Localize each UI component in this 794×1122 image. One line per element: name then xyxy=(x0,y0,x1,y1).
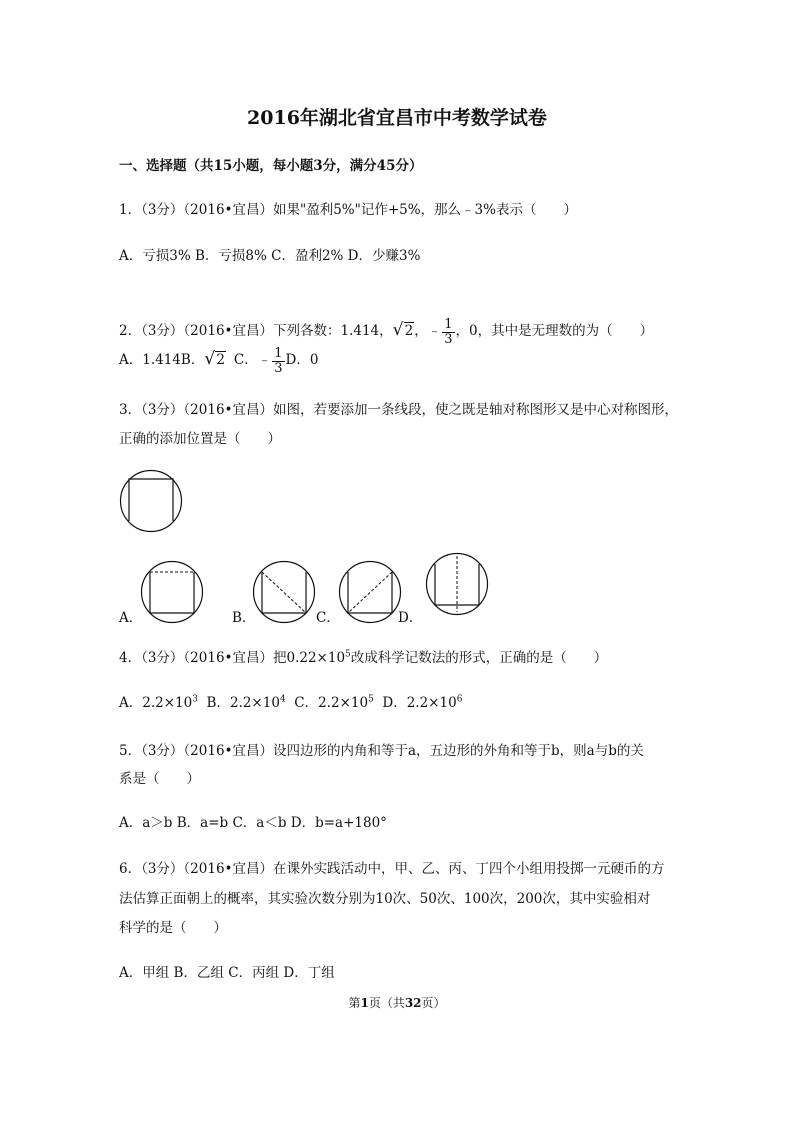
footer-text: 页） xyxy=(421,996,446,1010)
option-base: D．2.2×10 xyxy=(382,695,457,711)
denominator: 3 xyxy=(444,331,453,347)
option-b xyxy=(207,695,286,711)
option-d xyxy=(382,695,462,711)
option-a: A．亏损3% xyxy=(119,248,191,264)
fraction xyxy=(442,318,454,346)
radicand: 2 xyxy=(404,323,414,340)
option-c xyxy=(294,695,374,711)
page-number: 1 xyxy=(360,996,369,1010)
option-d: D．少赚3% xyxy=(347,248,421,264)
denominator: 3 xyxy=(274,360,283,376)
question-3-figure xyxy=(119,469,183,533)
question-5-options: A．a＞b B．a=b C．a＜b D．b=a+180° xyxy=(119,815,387,831)
question-3-stem-line-1: 3．（3分）（2016•宜昌）如图，若要添加一条线段，使之既是轴对称图形又是中心对称图形， xyxy=(119,402,678,418)
page-footer xyxy=(0,997,794,1009)
question-6-options: A．甲组 B．乙组 C．丙组 D．丁组 xyxy=(119,965,335,981)
option-a-figure xyxy=(140,560,204,624)
option-c: C．盈利2% xyxy=(271,248,344,264)
stem-text: 改成科学记数法的形式，正确的是（ ） xyxy=(350,650,608,666)
question-3-option-c-label: C． xyxy=(316,610,340,626)
page-title: 2016年湖北省宜昌市中考数学试卷 xyxy=(247,107,547,129)
stem-text: 4．（3分）（2016•宜昌）把0.22×10 xyxy=(119,650,346,666)
exponent: 5 xyxy=(368,694,374,705)
question-6-stem-line-2: 法估算正面朝上的概率，其实验次数分别为10次、50次、100次，200次，其中实验相对 xyxy=(119,891,651,907)
stem-text: ，0，其中是无理数的为（ ） xyxy=(455,323,654,340)
question-3-option-d-label: D． xyxy=(398,610,423,626)
sqrt-expression: √ 2 xyxy=(204,349,225,370)
question-5-stem-line-1: 5．（3分）（2016•宜昌）设四边形的内角和等于a，五边形的外角和等于b，则a与b的关 xyxy=(119,743,644,759)
option-text: A．1.414B． xyxy=(119,352,205,369)
question-6-stem-line-3: 科学的是（ ） xyxy=(119,920,227,936)
exponent: 3 xyxy=(192,694,198,705)
dashed-segment xyxy=(348,572,392,613)
footer-text: 页（共 xyxy=(368,996,405,1010)
section-heading: 一、选择题（共15小题，每小题3分，满分45分） xyxy=(119,158,423,174)
option-text: C．﹣ xyxy=(233,352,272,369)
radicand: 2 xyxy=(216,352,225,369)
question-4-stem xyxy=(119,649,608,666)
question-4-options xyxy=(119,694,463,711)
numerator: 1 xyxy=(274,346,283,361)
circle-shape xyxy=(121,471,182,532)
stem-text: 2．（3分）（2016•宜昌）下列各数：1.414， xyxy=(119,323,393,340)
question-1-stem: 1．（3分）（2016•宜昌）如果"盈利5%"记作+5%，那么﹣3%表示（ ） xyxy=(119,202,577,218)
option-c-figure xyxy=(338,560,402,624)
question-3-stem-line-2: 正确的添加位置是（ ） xyxy=(119,431,281,447)
exponent: 6 xyxy=(456,694,463,705)
option-text: D．0 xyxy=(285,352,319,369)
question-6-stem-line-1: 6．（3分）（2016•宜昌）在课外实践活动中，甲、乙、丙、丁四个小组用投掷一元硬币的方 xyxy=(119,861,665,877)
fraction xyxy=(272,347,284,375)
option-d-figure xyxy=(425,552,489,616)
exponent: 4 xyxy=(279,694,286,705)
option-b-figure xyxy=(252,560,316,624)
question-3-option-a-label: A． xyxy=(119,610,143,626)
footer-text: 第 xyxy=(348,996,361,1010)
option-base: B．2.2×10 xyxy=(206,695,280,711)
sqrt-expression: √ 2 xyxy=(392,320,414,341)
question-1-options xyxy=(119,250,420,264)
option-b: B．亏损8% xyxy=(194,248,267,264)
numerator: 1 xyxy=(444,317,453,332)
option-a xyxy=(119,695,198,711)
option-base: C．2.2×10 xyxy=(294,695,369,711)
question-5-stem-line-2: 系是（ ） xyxy=(119,771,200,787)
stem-text: ，﹣ xyxy=(414,323,442,340)
question-2-options xyxy=(119,347,318,375)
option-base: A．2.2×10 xyxy=(119,695,193,711)
dashed-segment xyxy=(262,572,306,613)
exponent: 5 xyxy=(345,649,351,660)
square-sides xyxy=(129,479,173,521)
question-2-stem xyxy=(119,318,653,346)
question-3-option-b-label: B． xyxy=(232,610,256,626)
square-sides xyxy=(150,572,194,613)
total-pages: 32 xyxy=(404,996,422,1010)
